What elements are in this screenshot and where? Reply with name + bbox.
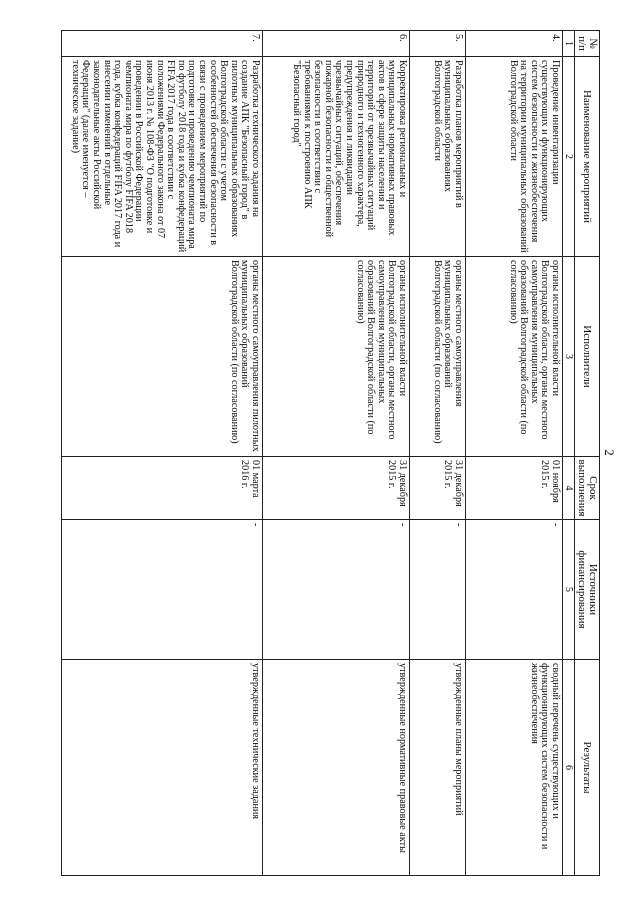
header-results: Результаты (575, 660, 600, 876)
page-number: 2 (602, 449, 617, 456)
header-executors: Исполнители (575, 257, 600, 457)
measure-result: сводный перечень существующих и функционирующих систем безопасности и жизнеобеспечения (466, 660, 563, 876)
row-number: 5. (410, 31, 466, 57)
header-name: Наименование мероприятий (575, 57, 600, 257)
measure-financing: - (263, 520, 410, 660)
measure-name: Разработка технического задания на создание АПК "Безопасный город" в пилотных муниципальных образованиях Волгоградской области с учетом особенностей обеспечения безопасности в связи с проведением мероприятий по подготовке и проведению чемпионата мира по футболу 2018 года и кубка конфедераций FIFA 2017 года в соответствии с положениями Федерального закона от 07 июня 2013 г. № 108-ФЗ "О подготовке и проведении в Российской Федерации чемпионата мира по футболу FIFA 2018 года, кубка конфедераций FIFA 2017 года и внесении изменений в отдельные законодательные акты Российской Федерации" (далее именуется – техническое задание) (62, 57, 263, 257)
column-number: 5 (563, 520, 575, 660)
rotated-sheet (69, 30, 617, 875)
column-number: 6 (563, 660, 575, 876)
header-no: № п/п (575, 31, 600, 57)
row-number: 7. (62, 31, 263, 57)
measure-deadline: 31 декабря 2015 г. (410, 457, 466, 520)
column-number-row (563, 31, 575, 876)
measure-name: Корректировка региональных и муниципальных нормативных правовых актов в сфере защиты населения и территорий от чрезвычайных ситуаций природного и техногенного характера, предупреждения и ликвидации чрезвычайных ситуаций, обеспечения пожарной безопасности и общественной безопасности в соответствии с требованиями к построению АПК "Безопасный город" (263, 57, 410, 257)
measure-executors: органы местного самоуправления пилотных муниципальных образований Волгоградской области (по согласованию) (62, 257, 263, 457)
measure-executors: органы исполнительной власти Волгоградской области, органы местного самоуправления муниципальных образований Волгоградской области (по согласованию) (263, 257, 410, 457)
column-number: 3 (563, 257, 575, 457)
column-number: 4 (563, 457, 575, 520)
row-number: 4. (466, 31, 563, 57)
table-row (263, 31, 410, 876)
measure-name: Разработка планов мероприятий в муниципальных образованиях Волгоградской области (410, 57, 466, 257)
row-number: 6. (263, 31, 410, 57)
measures-table (61, 30, 600, 876)
measure-financing: - (466, 520, 563, 660)
measure-executors: органы исполнительной власти Волгоградской области, органы местного самоуправления муниципальных образований Волгоградской области (по согласованию) (466, 257, 563, 457)
column-number: 2 (563, 57, 575, 257)
measure-deadline: 01 марта 2016 г. (62, 457, 263, 520)
measure-result: утвержденные планы мероприятий (410, 660, 466, 876)
table-row (410, 31, 466, 876)
measure-result: утвержденные нормативные правовые акты (263, 660, 410, 876)
header-deadline: Срок выполнения (575, 457, 600, 520)
measure-executors: органы местного самоуправления муниципальных образований Волгоградской области (по согласованию) (410, 257, 466, 457)
measure-deadline: 01 ноября 2015 г. (466, 457, 563, 520)
table-row (62, 31, 263, 876)
measure-financing: - (62, 520, 263, 660)
table-row (466, 31, 563, 876)
measure-result: утвержденные технические задания (62, 660, 263, 876)
measure-name: Проведение инвентаризации существующих и функционирующих систем безопасности и жизнеобеспечения на территории муниципальных образований Волгоградской области (466, 57, 563, 257)
header-financing: Источники финансирования (575, 520, 600, 660)
measure-deadline: 31 декабря 2015 г. (263, 457, 410, 520)
column-number: 1 (563, 31, 575, 57)
table-header-row (575, 31, 600, 876)
measure-financing: - (410, 520, 466, 660)
